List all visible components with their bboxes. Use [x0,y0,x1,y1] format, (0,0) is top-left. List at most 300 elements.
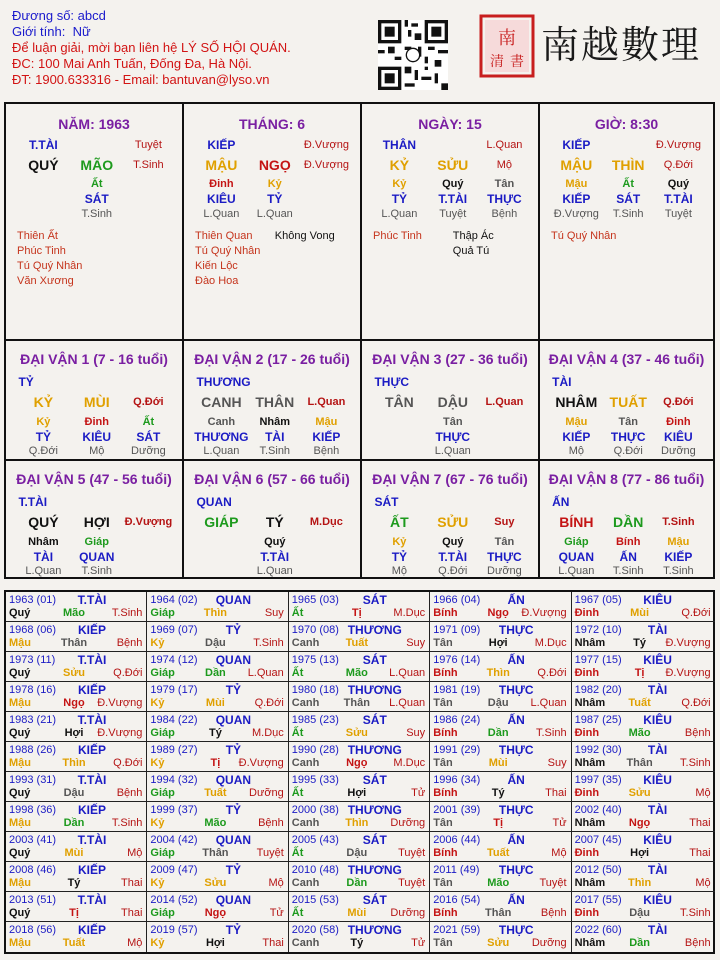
year-stage: Thai [120,877,143,889]
year-branch: Dậu [629,907,650,919]
year-cell[interactable] [6,712,147,742]
year-ten-god: TỶ [225,743,242,757]
year-cell[interactable] [289,802,430,832]
year-stage: Bệnh [116,787,143,799]
pillar-stem: KỶ [389,157,410,173]
year-cell[interactable] [147,802,288,832]
year-ten-god: TỶ [225,683,242,697]
year-label: 2019 (57) [150,924,198,936]
pillar-top-ten-god: T.TÀI [29,138,58,152]
year-label: 2022 (60) [574,924,622,936]
hidden-ten-god: KIẾP [562,430,591,444]
pillar-3 [362,104,540,341]
year-label: 1988 (26) [9,744,57,756]
dai-van-branch: SỬU [437,514,469,530]
year-stem: Đinh [574,607,600,619]
hidden-ten-god: T.TÀI [260,550,290,564]
hidden-stage: L.Quan [25,565,62,577]
year-branch: Tị [493,817,504,829]
pillar-branch: MÃO [80,157,114,173]
dai-van-top-ten-god: TỶ [18,375,34,389]
dai-van-stem: KỶ [33,394,54,410]
year-label: 1974 (12) [150,654,198,666]
dai-van-5 [6,461,184,579]
hidden-stem: Quý [442,178,464,190]
year-cell[interactable] [6,802,147,832]
year-cell[interactable] [147,712,288,742]
pillar-top-ten-god: KIẾP [562,138,591,152]
year-stage: Tuyệt [398,847,426,859]
year-label: 2016 (54) [433,894,481,906]
year-cell[interactable] [572,592,715,622]
year-cell[interactable] [6,592,147,622]
year-cell[interactable] [6,892,147,922]
year-branch: Mão [487,877,510,889]
dai-van-top-ten-god: THƯƠNG [196,375,251,389]
year-label: 1993 (31) [9,774,57,786]
year-stem: Tân [433,757,453,769]
year-cell[interactable] [572,802,715,832]
year-label: 2020 (58) [291,924,339,936]
annual-table [4,590,715,954]
year-branch: Hợi [488,637,508,649]
hidden-stage: Mộ [391,565,408,577]
year-label: 2015 (53) [291,894,339,906]
year-cell[interactable] [147,892,288,922]
pillar-stem: MẬU [205,157,238,173]
year-label: 2011 (49) [433,864,480,876]
hidden-stem: Mậu [565,178,588,190]
year-stem: Giáp [150,787,175,799]
star-left: Phúc Tinh [373,230,422,242]
year-ten-god: T.TÀI [77,713,107,727]
year-stage: T.Sinh [111,817,143,829]
year-cell[interactable] [289,712,430,742]
year-cell[interactable] [289,742,430,772]
dai-van-branch: TÝ [265,514,284,530]
year-cell[interactable] [430,652,571,682]
logo-text: 南越數理 [541,23,702,67]
hidden-ten-god: QUAN [79,550,115,564]
year-ten-god: THỰC [498,623,534,637]
year-stem: Canh [291,877,320,889]
hidden-stem: Mậu [565,416,588,428]
hidden-stage: T.Sinh [81,208,113,220]
pillar-title: NGÀY: 15 [418,116,482,132]
year-ten-god: THỰC [498,863,534,877]
year-cell[interactable] [289,922,430,952]
year-stem: Đinh [574,667,600,679]
year-ten-god: T.TÀI [77,593,107,607]
year-stem: Quý [9,667,31,679]
year-label: 2008 (46) [9,864,57,876]
hidden-stem: Quý [442,536,464,548]
year-label: 1983 (21) [9,714,57,726]
year-stage: Tử [269,907,284,919]
year-cell[interactable] [289,592,430,622]
hidden-stage: T.Sinh [81,565,113,577]
phone-email-line[interactable]: ĐT: 1900.633316 - Email: bantuvan@lyso.vn [12,72,270,87]
hidden-stem: Nhâm [259,416,291,428]
year-stage: Dưỡng [531,937,567,949]
year-ten-god: SÁT [362,653,387,667]
year-label: 1978 (16) [9,684,57,696]
year-stage: Tuyệt [398,877,426,889]
dai-van-title: ĐẠI VẬN 3 (27 - 36 tuổi) [372,351,528,367]
year-cell[interactable] [147,862,288,892]
star-right: Thập Ác [452,230,494,242]
address-line: ĐC: 100 Mai Anh Tuấn, Đống Đa, Hà Nội. [12,56,252,71]
hidden-stage: L.Quan [203,208,240,220]
year-cell[interactable] [147,772,288,802]
year-branch: Ngọ [346,757,368,769]
pillar-branch: SỬU [437,157,469,173]
hidden-stem: Canh [207,416,236,428]
year-label: 1984 (22) [150,714,198,726]
year-branch: Thìn [203,607,227,619]
year-branch: Mùi [488,757,508,769]
year-stem: Tân [433,877,453,889]
hidden-stem: Đinh [666,416,691,428]
year-cell[interactable] [572,862,715,892]
year-stem: Bính [433,667,458,679]
hidden-stage: T.Sinh [259,445,291,457]
hidden-ten-god: TÀI [33,550,54,564]
year-stem: Nhâm [574,817,606,829]
year-label: 1987 (25) [574,714,622,726]
year-ten-god: KIÊU [643,773,672,787]
year-ten-god: SÁT [362,593,387,607]
year-branch: Thân [202,847,229,859]
year-label: 2010 (48) [291,864,339,876]
year-stem: Canh [291,637,320,649]
hidden-ten-god: THỰC [435,430,471,444]
year-label: 2012 (50) [574,864,622,876]
year-ten-god: KIÊU [643,593,672,607]
year-stem: Bính [433,907,458,919]
gender-label: Giới tính: [12,24,66,39]
year-label: 1976 (14) [433,654,481,666]
year-stem: Canh [291,757,320,769]
year-label: 2002 (40) [574,804,622,816]
hidden-stem: Ất [142,416,155,428]
year-label: 1992 (30) [574,744,622,756]
hidden-stem: Kỷ [36,416,51,428]
year-stage: M.Dục [252,727,284,739]
hidden-ten-god: THỰC [610,430,646,444]
year-branch: Tị [69,907,79,919]
hidden-stem: Mậu [667,536,690,548]
year-cell[interactable] [147,922,288,952]
year-ten-god: KIẾP [77,803,107,817]
year-cell[interactable] [6,772,147,802]
year-cell[interactable] [430,592,571,622]
year-cell[interactable] [572,892,715,922]
year-cell[interactable] [289,832,430,862]
hidden-stage: Mộ [568,445,584,457]
hidden-stem: Giáp [84,536,109,548]
year-ten-god: QUAN [215,713,252,727]
year-label: 1994 (32) [150,774,198,786]
dai-van-6 [184,461,362,579]
year-ten-god: THƯƠNG [347,863,402,877]
year-cell[interactable] [6,922,147,952]
pillar-branch: NGỌ [258,157,291,173]
hidden-stage: T.Sinh [663,565,694,577]
hidden-stem: Tân [494,178,515,190]
svg-text:書: 書 [510,54,524,70]
year-branch: Tuất [345,637,368,649]
year-branch: Sửu [62,667,86,679]
year-stage: Tử [411,937,426,949]
year-label: 2013 (51) [9,894,57,906]
year-ten-god: QUAN [215,893,252,907]
year-label: 1965 (03) [291,594,339,606]
hidden-stage: Q.Đới [613,445,643,457]
pillar-title: NĂM: 1963 [58,116,130,132]
year-branch: Mùi [347,907,367,919]
year-cell[interactable] [572,922,715,952]
year-stem: Ất [291,667,304,679]
year-stem: Kỷ [150,757,165,769]
year-label: 1990 (28) [291,744,339,756]
year-stem: Ất [291,907,304,919]
hidden-stem: Kỷ [267,178,282,190]
year-cell[interactable] [6,832,147,862]
dai-van-top-ten-god: T.TÀI [18,495,48,509]
year-cell[interactable] [147,622,288,652]
year-cell[interactable] [430,712,571,742]
year-cell[interactable] [147,832,288,862]
pillar-title: GIỜ: 8:30 [594,116,659,132]
dai-van-top-ten-god: TÀI [552,375,572,389]
hidden-ten-god: SÁT [136,430,161,444]
year-cell[interactable] [289,772,430,802]
year-cell[interactable] [289,652,430,682]
year-branch: Tuất [486,847,510,859]
year-stage: Suy [264,607,284,619]
year-label: 1999 (37) [150,804,198,816]
pillar-top-ten-god: KIẾP [207,138,236,152]
year-ten-god: TÀI [647,863,668,877]
hidden-stage: L.Quan [381,208,418,220]
year-branch: Thìn [62,757,86,769]
year-ten-god: KIÊU [643,893,672,907]
year-label: 2014 (52) [150,894,198,906]
year-stage: Bệnh [258,817,284,829]
year-stage: Q.Đới [254,697,284,709]
qr-code-icon[interactable] [378,20,448,90]
year-stage: Q.Đới [681,607,711,619]
dai-van-branch-stage: Đ.Vượng [124,516,173,528]
year-ten-god: KIẾP [77,743,107,757]
year-branch: Mão [345,667,368,679]
year-cell[interactable] [430,832,571,862]
year-cell[interactable] [430,682,571,712]
year-label: 1979 (17) [150,684,198,696]
year-cell[interactable] [6,652,147,682]
star-right: Quả Tú [452,245,490,257]
year-ten-god: TÀI [647,743,668,757]
year-stage: T.Sinh [111,607,143,619]
year-label: 1986 (24) [433,714,481,726]
dai-van-3 [362,341,540,461]
hidden-stem: Ất [90,178,103,190]
year-cell[interactable] [6,682,147,712]
year-stem: Giáp [150,847,175,859]
year-branch: Mùi [630,607,650,619]
dai-van-title: ĐẠI VẬN 1 (7 - 16 tuổi) [20,351,168,367]
year-cell[interactable] [430,772,571,802]
year-stem: Giáp [150,607,175,619]
year-cell[interactable] [289,682,430,712]
year-cell[interactable] [430,862,571,892]
dai-van-title: ĐẠI VẬN 5 (47 - 56 tuổi) [16,471,172,487]
year-cell[interactable] [147,652,288,682]
year-cell[interactable] [147,742,288,772]
star-left: Phúc Tinh [17,245,66,257]
hidden-stem: Tân [618,416,638,428]
year-ten-god: KIẾP [77,623,107,637]
year-branch: Ngọ [204,907,227,919]
year-branch: Dần [205,667,226,679]
year-ten-god: TÀI [647,923,668,937]
year-cell[interactable] [430,892,571,922]
hidden-ten-god: THỰC [487,192,522,206]
dai-van-1 [6,341,184,461]
year-cell[interactable] [147,592,288,622]
year-cell[interactable] [572,652,715,682]
year-stem: Nhâm [574,937,606,949]
hidden-ten-god: KIẾP [312,430,341,444]
year-label: 2017 (55) [574,894,622,906]
year-label: 2018 (56) [9,924,57,936]
pillar-top-stage: L.Quan [486,139,523,151]
year-ten-god: THƯƠNG [347,923,402,937]
year-cell[interactable] [430,742,571,772]
year-ten-god: ẤN [507,833,525,847]
hidden-stem: Đinh [209,178,234,190]
hidden-stage: Dưỡng [661,445,696,457]
year-stage: M.Dục [393,607,426,619]
seal-stamp [479,14,535,78]
year-label: 1966 (04) [433,594,481,606]
year-stage: Suy [406,727,426,739]
pillar-branch: THÌN [611,157,645,173]
hidden-stage: Mộ [89,445,105,457]
year-cell[interactable] [430,622,571,652]
year-label: 1963 (01) [9,594,57,606]
year-stem: Mậu [9,697,31,709]
year-stage: Đ.Vượng [665,667,711,679]
year-stage: Bệnh [540,907,567,919]
year-stem: Tân [433,637,453,649]
year-stage: Thai [689,847,711,859]
pillar-branch-stage: Đ.Vượng [303,159,349,171]
year-label: 1989 (27) [150,744,198,756]
year-branch: Sửu [345,727,368,739]
year-ten-god: THƯƠNG [347,743,402,757]
hidden-ten-god: TỶ [391,550,408,564]
year-stage: Mộ [127,937,143,949]
dai-van-title: ĐẠI VẬN 8 (77 - 86 tuổi) [548,471,705,487]
year-label: 2004 (42) [150,834,198,846]
hidden-stage: L.Quan [558,565,595,577]
year-cell[interactable] [430,922,571,952]
year-ten-god: SÁT [362,773,387,787]
year-ten-god: TÀI [647,683,668,697]
dai-van-4 [540,341,713,461]
year-cell[interactable] [572,682,715,712]
year-branch: Dậu [205,637,226,649]
year-cell[interactable] [430,802,571,832]
year-label: 1985 (23) [291,714,339,726]
hidden-stem: Giáp [564,536,589,548]
year-label: 1967 (05) [574,594,622,606]
year-ten-god: KIẾP [77,923,107,937]
year-label: 1964 (02) [150,594,198,606]
year-stage: Dưỡng [390,907,426,919]
hidden-stem: Quý [667,178,690,190]
year-cell[interactable] [289,862,430,892]
hidden-stage: Bệnh [313,445,340,457]
year-cell[interactable] [289,622,430,652]
year-stem: Giáp [150,727,175,739]
year-branch: Thân [343,697,370,709]
year-cell[interactable] [572,832,715,862]
dai-van-top-ten-god: ẤN [552,495,570,509]
hidden-ten-god: ẤN [619,550,637,564]
year-cell[interactable] [572,712,715,742]
year-stage: Dưỡng [249,787,284,799]
year-label: 1991 (29) [433,744,481,756]
year-cell[interactable] [572,622,715,652]
dai-van-stem: BÍNH [559,514,594,530]
star-left: Tú Quý Nhân [195,245,261,257]
year-branch: Dần [346,877,368,889]
year-branch: Tý [67,877,81,889]
year-branch: Dậu [346,847,368,859]
year-stem: Ất [291,607,304,619]
star-left: Kiến Lộc [195,260,238,272]
year-stem: Bính [433,607,458,619]
pillar-4 [540,104,713,341]
year-stem: Giáp [150,907,175,919]
year-cell[interactable] [572,772,715,802]
hidden-ten-god: SÁT [616,192,641,206]
hidden-ten-god: KIẾP [562,192,591,206]
year-label: 2001 (39) [433,804,481,816]
pillar-branch-stage: T.Sinh [133,159,164,171]
year-cell[interactable] [6,742,147,772]
hidden-stage: Tuyệt [439,208,467,220]
year-cell[interactable] [6,862,147,892]
dai-van-branch: DẬU [437,394,468,410]
year-stage: Mộ [268,877,284,889]
year-cell[interactable] [572,742,715,772]
year-stage: Tuyệt [256,847,284,859]
year-stem: Canh [291,697,320,709]
year-cell[interactable] [289,892,430,922]
dai-van-top-ten-god: QUAN [196,495,232,509]
year-stem: Đinh [574,847,600,859]
year-cell[interactable] [6,622,147,652]
year-cell[interactable] [147,682,288,712]
dai-van-branch: THÂN [255,394,295,410]
year-stage: Mộ [551,847,567,859]
hidden-ten-god: SÁT [84,192,109,206]
year-ten-god: T.TÀI [77,893,107,907]
